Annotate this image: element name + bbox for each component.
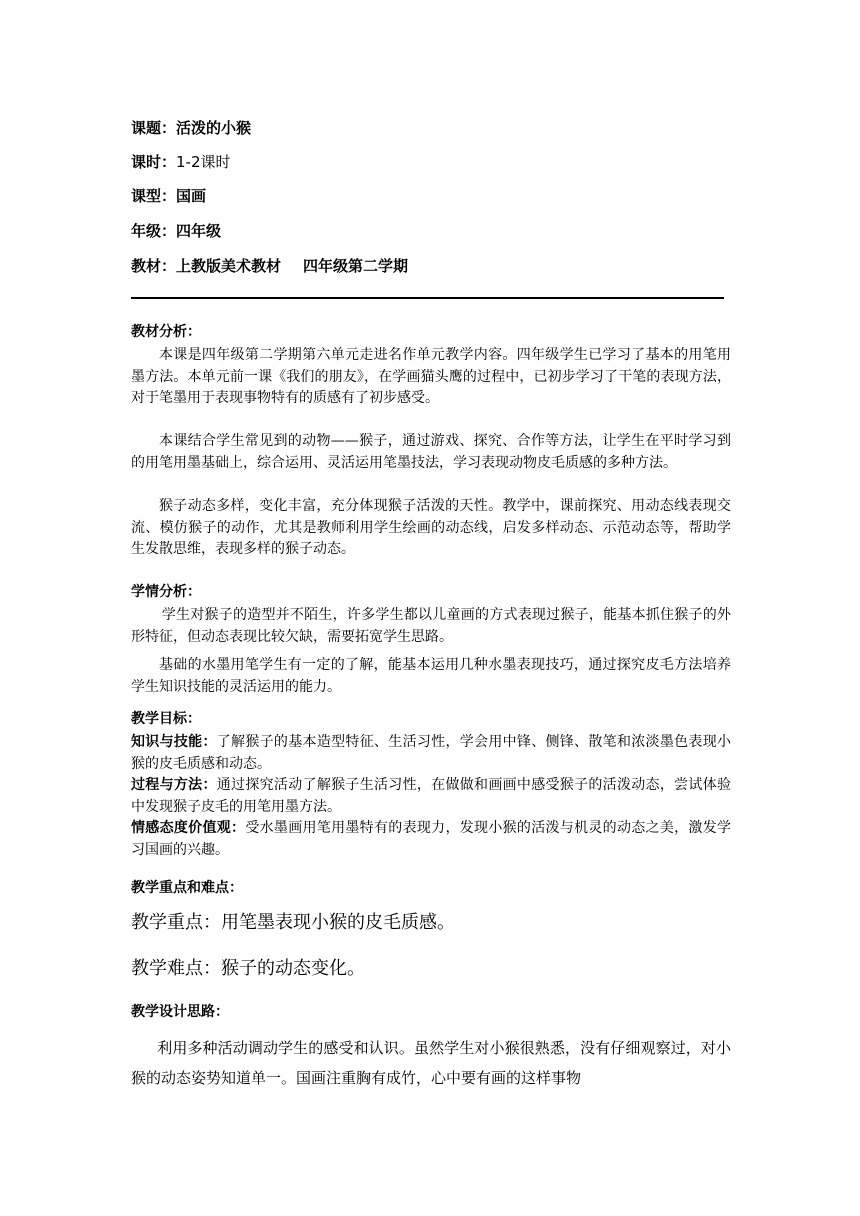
goal-process <box>131 775 731 818</box>
teaching-difficulty: 教学难点：猴子的动态变化。 <box>131 958 365 979</box>
students-heading: 学情分析： <box>131 584 201 600</box>
type-value: 国画 <box>176 187 207 205</box>
goal-emotion-text: 受水墨画用笔用墨特有的表现力，发现小猴的活泼与机灵的动态之美，激发学习国画的兴趣。 <box>131 820 732 858</box>
textbook-line <box>131 256 408 276</box>
grade-label: 年级： <box>131 222 177 240</box>
goal-knowledge-label: 知识与技能： <box>131 734 217 750</box>
hours-value: 1-2课时 <box>176 153 231 171</box>
goal-emotion-label: 情感态度价值观： <box>131 820 246 836</box>
topic-line <box>131 118 251 138</box>
hours-line <box>131 152 231 172</box>
topic-value: 活泼的小猴 <box>176 119 252 137</box>
textbook-label: 教材： <box>131 257 177 275</box>
header-divider <box>131 297 724 299</box>
type-line <box>131 186 206 206</box>
type-label: 课型： <box>131 187 177 205</box>
students-paragraph-2: 基础的水墨用笔学生有一定的了解，能基本运用几种水墨表现技巧，通过探究皮毛方法培养学生知识技能的灵活运用的能力。 <box>131 657 731 695</box>
students-paragraph-1: 学生对猴子的造型并不陌生，许多学生都以儿童画的方式表现过猴子，能基本抓住猴子的外形特征，但动态表现比较欠缺，需要拓宽学生思路。 <box>131 607 731 645</box>
goal-knowledge-text: 了解猴子的基本造型特征、生活习性，学会用中锋、侧锋、散笔和浓淡墨色表现小猴的皮毛质感和动态。 <box>131 734 732 772</box>
textbook-term: 四年级第二学期 <box>303 257 409 275</box>
analysis-paragraph-1: 本课是四年级第二学期第六单元走进名作单元教学内容。四年级学生已学习了基本的用笔用墨方法。本单元前一课《我们的朋友》，在学画猫头鹰的过程中，已初步学习了干笔的表现方法，对于笔墨用于表现事物特有的质感有了初步感受。 <box>131 347 731 406</box>
goal-emotion <box>131 818 731 861</box>
design-heading: 教学设计思路： <box>131 1004 229 1020</box>
keypoints-heading: 教学重点和难点： <box>131 880 243 896</box>
goal-knowledge <box>131 732 731 775</box>
goals-heading: 教学目标： <box>131 711 201 727</box>
design-paragraph-1: 利用多种活动调动学生的感受和认识。虽然学生对小猴很熟悉，没有仔细观察过，对小猴的动态姿势知道单一。国画注重胸有成竹，心中要有画的这样事物 <box>131 1039 731 1087</box>
hours-label: 课时： <box>131 153 177 171</box>
analysis-heading: 教材分析： <box>131 324 201 340</box>
goal-process-text: 通过探究活动了解猴子生活习性，在做做和画画中感受猴子的活泼动态，尝试体验中发现猴子皮毛的用笔用墨方法。 <box>131 777 732 815</box>
analysis-paragraph-2: 本课结合学生常见到的动物——猴子，通过游戏、探究、合作等方法，让学生在平时学习到的用笔用墨基础上，综合运用、灵活运用笔墨技法，学习表现动物皮毛质感的多种方法。 <box>131 433 731 471</box>
topic-label: 课题： <box>131 119 177 137</box>
grade-value: 四年级 <box>176 222 222 240</box>
textbook-value: 上教版美术教材 <box>176 257 282 275</box>
teaching-focus: 教学重点：用笔墨表现小猴的皮毛质感。 <box>131 912 455 933</box>
analysis-paragraph-3: 猴子动态多样，变化丰富，充分体现猴子活泼的天性。教学中，课前探究、用动态线表现交流、模仿猴子的动作，尤其是教师利用学生绘画的动态线，启发多样动态、示范动态等，帮助学生发散思维，表现多样的猴子动态。 <box>131 498 731 557</box>
grade-line <box>131 221 221 241</box>
goal-process-label: 过程与方法： <box>131 777 217 793</box>
